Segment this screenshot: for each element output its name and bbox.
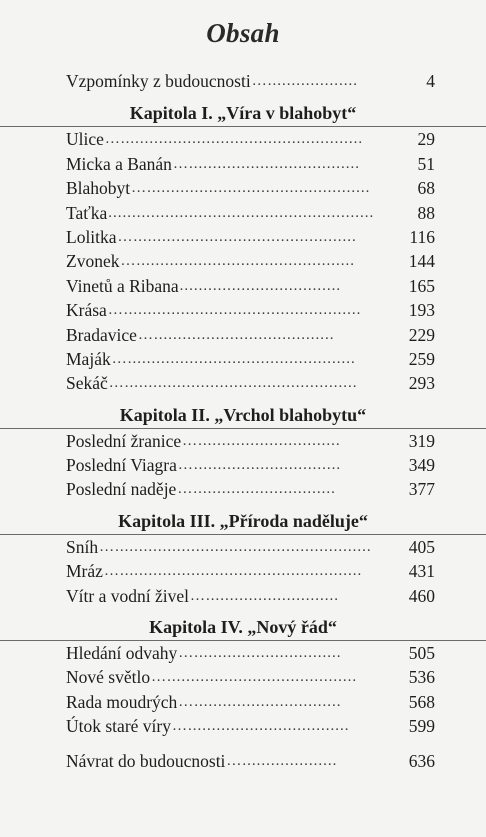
toc-entry[interactable]: [66, 535, 435, 559]
entry-name: Sníh: [66, 536, 99, 557]
entry-page-number: 144: [408, 251, 435, 272]
entry-name: Bradavice: [66, 324, 137, 345]
toc-entry[interactable]: [66, 714, 435, 738]
toc-entry[interactable]: [66, 152, 435, 176]
entry-leader: ..................................: [179, 277, 342, 294]
entry-page-number: 319: [408, 430, 435, 451]
entry-page-number: 505: [408, 643, 435, 664]
entry-leader: …...................................................: [104, 131, 364, 148]
entry-page-number: 51: [417, 153, 435, 174]
toc-entry[interactable]: [66, 323, 435, 347]
entry-leader: …....................................: [172, 155, 360, 172]
chapters-list: [0, 100, 486, 738]
entry-name: Sekáč: [66, 373, 108, 394]
entry-name: Krása: [66, 300, 107, 321]
entry-name: Vinetů a Ribana: [66, 275, 179, 296]
entry-page-number: 165: [408, 275, 435, 296]
entry-page-number: 431: [408, 561, 435, 582]
toc-entry[interactable]: [66, 371, 435, 395]
entry-page-number: 68: [417, 178, 435, 199]
entry-leader: …...................: [251, 73, 358, 89]
entry-name: Rada moudrých: [66, 691, 178, 712]
entry-name: Ulice: [66, 129, 104, 150]
entry-name: Návrat do budoucnosti: [66, 750, 226, 771]
toc-entry[interactable]: [66, 176, 435, 200]
toc-entry[interactable]: [66, 690, 435, 714]
entry-page-number: 116: [409, 226, 435, 247]
entry-leader: …...................................................: [103, 563, 363, 580]
entry-page-number: 259: [408, 348, 435, 369]
entry-leader: …..................................: [171, 718, 350, 735]
entry-name: Poslední Viagra: [66, 455, 177, 476]
entry-leader: …...............................: [178, 693, 342, 710]
toc-entry[interactable]: [66, 201, 435, 225]
toc-entry[interactable]: [66, 453, 435, 477]
entry-name: Nové světlo: [66, 667, 151, 688]
entry-leader: …...............................: [177, 457, 342, 474]
toc-entry[interactable]: [66, 477, 435, 501]
entry-page-number: 460: [408, 585, 435, 606]
entry-leader: …........................................: [151, 669, 358, 686]
entry-page-number: 29: [417, 129, 435, 150]
entry-leader: …................................................: [111, 350, 356, 367]
entry-name: Vzpomínky z budoucnosti: [66, 71, 251, 91]
entry-page-number: 349: [408, 455, 435, 476]
entry-name: Poslední naděje: [66, 479, 177, 500]
toc-entry[interactable]: [66, 298, 435, 322]
entry-leader: …...............................: [178, 645, 342, 662]
entry-page-number: 599: [408, 716, 435, 737]
entry-leader: …......................................................: [99, 538, 372, 555]
entry-leader: …..............................: [177, 481, 336, 498]
entry-name: Útok staré víry: [66, 716, 171, 737]
entry-leader: ........................................................: [108, 204, 375, 221]
entry-leader: …..............................: [182, 432, 341, 449]
page-title: Obsah: [206, 18, 280, 48]
entry-leader: …...............................................: [117, 228, 357, 245]
entry-leader: ….................................................: [108, 375, 358, 392]
entry-page-number: 229: [408, 324, 435, 345]
toc-entry[interactable]: [66, 665, 435, 689]
entry-page-number: 636: [408, 750, 435, 771]
entry-name: Vítr a vodní živel: [66, 585, 189, 606]
toc-entry[interactable]: [66, 127, 435, 151]
entry-page-number: 88: [417, 202, 435, 223]
chapter-heading: Kapitola I. „Víra v blahobyt“: [0, 100, 486, 127]
entry-page-number: 193: [408, 300, 435, 321]
entry-name: Maják: [66, 348, 111, 369]
entry-leader: …..............................................: [120, 253, 355, 270]
toc-entry[interactable]: [66, 347, 435, 371]
toc-entry[interactable]: [66, 225, 435, 249]
chapter-heading: Kapitola IV. „Nový řád“: [0, 614, 486, 641]
toc-entry[interactable]: [66, 641, 435, 665]
table-of-contents: [0, 69, 486, 773]
entry-name: Taťka: [66, 202, 108, 223]
toc-entry[interactable]: [66, 429, 435, 453]
entry-name: Hledání odvahy: [66, 643, 178, 664]
entry-name: Lolitka: [66, 226, 117, 247]
toc-entry[interactable]: [66, 274, 435, 298]
entry-page-number: 377: [408, 479, 435, 500]
entry-page-number: 293: [408, 373, 435, 394]
entry-name: Micka a Banán: [66, 153, 172, 174]
entry-name: Poslední žranice: [66, 430, 182, 451]
toc-entry-outro[interactable]: [66, 749, 435, 773]
entry-leader: …......................................: [137, 326, 335, 343]
entry-leader: …............................: [189, 587, 339, 604]
toc-entry[interactable]: [66, 559, 435, 583]
chapter-heading: Kapitola II. „Vrchol blahobytu“: [0, 402, 486, 429]
chapter-heading: Kapitola III. „Příroda naděluje“: [0, 508, 486, 535]
entry-leader: …..................................................: [107, 302, 362, 319]
entry-page-number: 536: [408, 667, 435, 688]
entry-leader: …....................: [226, 752, 338, 769]
entry-page-number: 4: [426, 71, 435, 91]
entry-name: Mráz: [66, 561, 103, 582]
entry-name: Blahobyt: [66, 178, 131, 199]
entry-name: Zvonek: [66, 251, 120, 272]
toc-entry[interactable]: [66, 249, 435, 273]
entry-leader: …...............................................: [131, 180, 371, 197]
toc-entry[interactable]: [66, 584, 435, 608]
toc-entry-intro[interactable]: [66, 69, 435, 93]
entry-page-number: 568: [408, 691, 435, 712]
entry-page-number: 405: [408, 536, 435, 557]
